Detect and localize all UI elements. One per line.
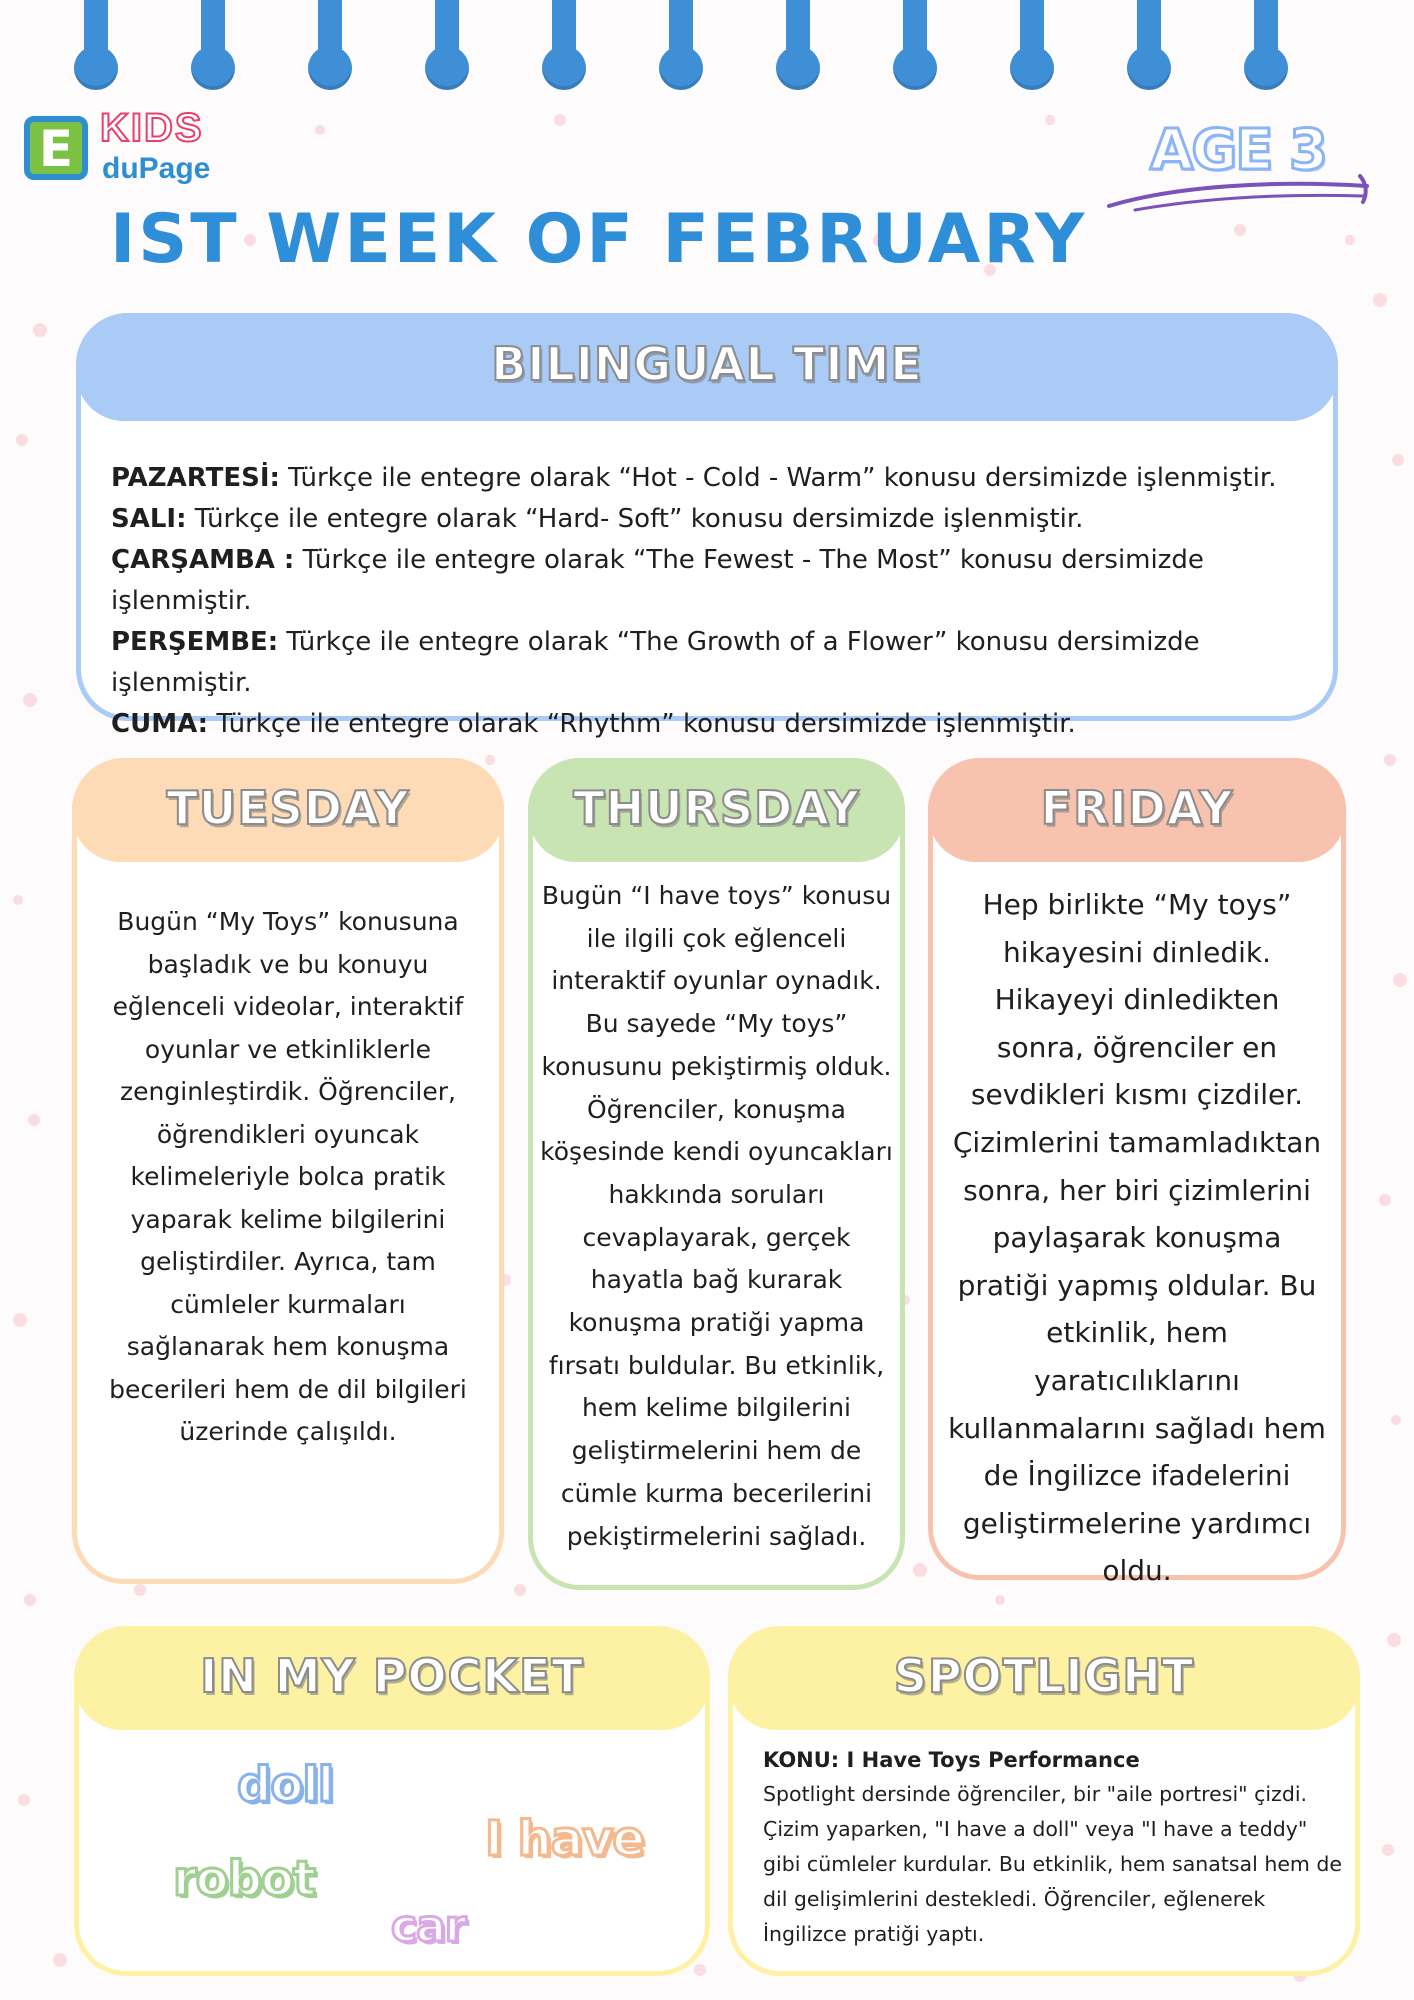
pocket-word-doll: doll <box>237 1757 334 1813</box>
in-my-pocket-title: IN MY POCKET <box>200 1649 584 1703</box>
spotlight-text: Spotlight dersinde öğrenciler, bir "aile portresi" çizdi. Çizim yaparken, "I have a doll" veya "I have a teddy" gibi cümleler kurdular. Bu etkinlik, hem sanatsal hem de dil gelişimlerini destekledi. Öğrenciler, eğlenerek İngilizce pratiği yaptı. <box>763 1782 1343 1946</box>
page-title: IST WEEK OF FEBRUARY <box>110 200 1088 279</box>
friday-title: FRIDAY <box>1040 781 1234 835</box>
in-my-pocket-header <box>74 1626 710 1730</box>
binding-ring <box>425 0 469 96</box>
logo-e-box: E <box>24 116 88 180</box>
pocket-word-i-have: I have <box>485 1811 644 1867</box>
spotlight-subject: KONU: I Have Toys Performance <box>763 1748 1140 1772</box>
bilingual-day-tuesday: SALI: Türkçe ile entegre olarak “Hard- Soft” konusu dersimizde işlenmiştir. <box>111 504 1084 534</box>
pocket-word-car: car <box>391 1901 466 1952</box>
thursday-text: Bugün “I have toys” konusu ile ilgili çok eğlenceli interaktif oyunlar oynadık. Bu sayede “My toys” konusunu pekiştirmiş olduk. Öğrenciler, konuşma köşesinde kendi oyuncakları hakkında soruları cevaplayarak, gerçek hayatla bağ kurarak konuşma pratiği yapma fırsatı buldular. Bu etkinlik, hem kelime bilgilerini geliştirmelerini hem de cümle kurma becerilerini pekiştirmelerini sağladı. <box>540 881 893 1551</box>
bilingual-day-thursday: PERŞEMBE: Türkçe ile entegre olarak “The Growth of a Flower” konusu dersimizde işlenmiştir. <box>111 627 1200 698</box>
binding-ring <box>1010 0 1054 96</box>
binding-ring <box>1244 0 1288 96</box>
bilingual-day-wednesday: ÇARŞAMBA : Türkçe ile entegre olarak “The Fewest - The Most” konusu dersimizde işlenmiştir. <box>111 545 1204 616</box>
spotlight-title: SPOTLIGHT <box>893 1649 1195 1703</box>
pocket-word-robot: robot <box>173 1851 315 1907</box>
age-badge: AGE 3 <box>1150 118 1327 183</box>
bilingual-day-monday: PAZARTESİ: Türkçe ile entegre olarak “Hot - Cold - Warm” konusu dersimizde işlenmiştir. <box>111 463 1277 493</box>
bilingual-day-friday: CUMA: Türkçe ile entegre olarak “Rhythm” konusu dersimizde işlenmiştir. <box>111 709 1076 739</box>
tuesday-text: Bugün “My Toys” konusuna başladık ve bu konuyu eğlenceli videolar, interaktif oyunlar ve etkinliklerle zenginleştirdik. Öğrenciler, öğrendikleri oyuncak kelimeleriyle bolca pratik yaparak kelime bilgilerini geliştirdiler. Ayrıca, tam cümleler kurmaları sağlanarak hem konuşma becerileri hem de dil bilgileri üzerinde çalışıldı. <box>109 907 467 1446</box>
binding-ring <box>74 0 118 96</box>
binding-ring <box>191 0 235 96</box>
thursday-header <box>528 758 905 862</box>
bilingual-time-card <box>76 313 1338 739</box>
friday-text: Hep birlikte “My toys” hikayesini dinledik. Hikayeyi dinledikten sonra, öğrenciler en sevdikleri kısmı çizdiler. Çizimlerini tamamladıktan sonra, her biri çizimlerini paylaşarak konuşma pratiği yapmış oldular. Bu etkinlik, hem yaratıcılıklarını kullanmalarını sağladı hem de İngilizce ifadelerini geliştirmelerine yardımcı oldu. <box>948 888 1326 1588</box>
in-my-pocket-card <box>74 1626 710 1976</box>
tuesday-card <box>72 758 504 1584</box>
friday-card <box>928 758 1346 1588</box>
logo-dupage-text: duPage <box>102 152 211 185</box>
binding-ring <box>659 0 703 96</box>
bilingual-day-list <box>111 458 1311 745</box>
bilingual-time-header <box>76 313 1338 421</box>
binding-ring <box>308 0 352 96</box>
tuesday-title: TUESDAY <box>166 781 410 835</box>
age-underline-swoosh <box>1105 172 1375 212</box>
kids-edupage-logo <box>24 106 224 192</box>
spotlight-header <box>728 1626 1360 1730</box>
spotlight-card <box>728 1626 1360 1976</box>
logo-kids-text: KIDS <box>100 106 204 150</box>
binding-ring <box>893 0 937 96</box>
binding-ring <box>1127 0 1171 96</box>
thursday-title: THURSDAY <box>573 781 860 835</box>
tuesday-header <box>72 758 504 862</box>
thursday-card <box>528 758 905 1590</box>
friday-header <box>928 758 1346 862</box>
bilingual-time-title: BILINGUAL TIME <box>491 337 923 391</box>
binding-ring <box>542 0 586 96</box>
binding-ring <box>776 0 820 96</box>
